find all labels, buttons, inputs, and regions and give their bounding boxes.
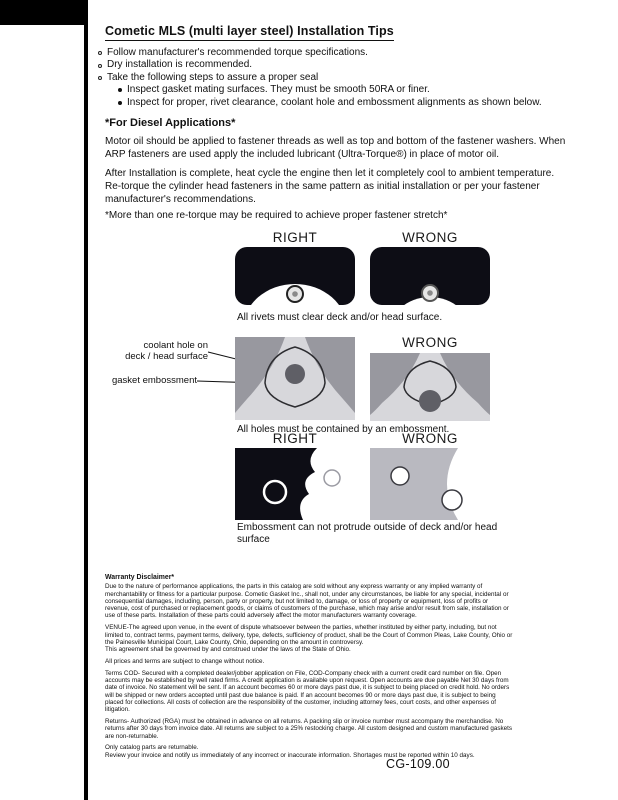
coolant-hole-icon xyxy=(419,390,441,412)
warranty-prices-line: All prices and terms are subject to change without notice. xyxy=(105,657,265,665)
filled-bullet-icon xyxy=(118,101,122,105)
row2-caption: All holes must be contained by an embossment. xyxy=(237,424,450,435)
tip-item xyxy=(98,72,542,84)
coolant-hole-icon xyxy=(285,364,305,384)
rivet-center-icon xyxy=(427,290,433,296)
left-margin-rule xyxy=(84,0,88,800)
right-header-row3: RIGHT xyxy=(272,431,318,446)
warranty-terms-paragraph: Terms COD- Secured with a completed dealer/jobber application on File, COD-Company check with a current credit card number on file. Open accounts may be established by well rated firms. A credit application is available upon request. Open accounts are due payable Net 30 days from date of invoice. No statement will be sent. If an account becomes 60 or more days past due, it is subject to being placed on credit hold. No orders will be shipped or new orders accepted until past due balance is paid. If an account becomes 90 or more days past due, it is subject to being placed for collections. All costs of collection are the responsibility of the customer, including attorney fees, court costs, and other expenses of litigation. xyxy=(105,669,510,714)
tip-text: Follow manufacturer's recommended torque specifications. xyxy=(107,47,368,58)
wrong-header-row3: WRONG xyxy=(402,431,458,446)
gasket-embossment-label: gasket embossment xyxy=(111,375,197,386)
deck-edge-shape xyxy=(235,448,317,520)
coolant-hole-label-line2: deck / head surface xyxy=(125,350,208,362)
warranty-heading: Warranty Disclaimer* xyxy=(105,574,175,581)
deck-edge-shape xyxy=(370,448,458,520)
coolant-hole-label-line1: coolant hole on xyxy=(143,340,208,351)
tip-text: Inspect gasket mating surfaces. They must be smooth 50RA or finer. xyxy=(127,84,430,96)
diagram-protrusion-right xyxy=(235,448,355,520)
page-number: CG-109.00 xyxy=(386,757,450,771)
open-bullet-icon xyxy=(98,76,102,80)
wrong-header-row2: WRONG xyxy=(402,335,458,350)
filled-bullet-icon xyxy=(118,88,122,92)
diesel-applications-heading: *For Diesel Applications* xyxy=(105,117,236,129)
head-hole-icon xyxy=(324,470,340,486)
coolant-hole-label xyxy=(105,341,208,363)
tip-text: Take the following steps to assure a proper seal xyxy=(107,71,319,83)
contained-hole-icon xyxy=(391,467,409,485)
diagram-rivet-wrong xyxy=(370,247,490,309)
diagram-protrusion-wrong xyxy=(370,448,490,520)
tip-text: Dry installation is recommended. xyxy=(107,59,253,71)
protruding-embossment-icon xyxy=(442,490,462,510)
tip-text: Inspect for proper, rivet clearance, coolant hole and embossment alignments as shown below. xyxy=(127,96,542,108)
tip-item xyxy=(98,47,542,59)
corner-registration-mark xyxy=(0,0,88,25)
diagram-embossment-wrong xyxy=(370,353,490,421)
right-header-row1: RIGHT xyxy=(272,230,318,245)
tip-sub-item xyxy=(118,97,542,109)
warranty-liability-paragraph: Due to the nature of performance applications, the parts in this catalog are sold without any express warranty or any implied warranty of merchantability or fitness for a particular purpose. Cometic Gasket Inc., shall not, under any circumstances, be liable for any special, incidental or consequential damages, including, person, party or property, but not limited to, damage, or loss of property or equipment, loss of profits or revenue, cost of purchased or replacement goods, or claims of customers of the purchase, which may arise and/or result from sale, installation or use of these parts. Installation of these parts could adversely affect the motor manufacturers warranty coverage. xyxy=(105,583,509,620)
warranty-catalog-line2: Review your invoice and notify us immediately of any incorrect or inaccurate information. Shortages must be reported within 10 days. xyxy=(105,751,475,759)
warranty-returns-paragraph: Returns- Authorized (RGA) must be obtained in advance on all returns. A packing slip or invoice number must accompany the merchandise. No returns after 30 days from invoice date. All returns are subject to a 25% restocking charge. All custom designed and custom manufactured gaskets are non-returnable. xyxy=(105,718,513,740)
warranty-venue-paragraph: VENUE-The agreed upon venue, in the event of dispute whatsoever between the parties, whether instituted by either party, including, but not limited to, contract terms, payment terms, delivery, type, defects, sufficiency of product, shall be the Court of Common Pleas, Lake County, Ohio or the Painesville Municipal Court, Lake County, Ohio, depending on the amount in controversy. xyxy=(105,624,513,646)
diagram-embossment-right xyxy=(235,337,355,420)
tip-item xyxy=(98,59,542,71)
retorque-note: *More than one re-torque may be required to achieve proper fastener stretch* xyxy=(105,210,448,221)
open-bullet-icon xyxy=(98,51,102,55)
open-bullet-icon xyxy=(98,64,102,68)
page-title: Cometic MLS (multi layer steel) Installation Tips xyxy=(105,24,394,41)
warranty-disclaimer-section xyxy=(105,574,513,764)
diesel-paragraph-2: After Installation is complete, heat cycle the engine then let it completely cool to ambient temperature. Re-torque the cylinder head fasteners in the same pattern as initial installation or per your fastener manufacturer's recommendations. xyxy=(105,168,555,205)
row3-caption: Embossment can not protrude outside of deck and/or head surface xyxy=(237,522,498,546)
warranty-venue-law-line: This agreement shall be governed by and construed under the laws of the State of Ohio. xyxy=(105,646,351,654)
installation-tips-list xyxy=(98,47,542,109)
diagram-rivet-right xyxy=(235,247,355,309)
warranty-catalog-line1: Only catalog parts are returnable. xyxy=(105,744,199,752)
rivet-center-icon xyxy=(292,291,298,297)
wrong-header-row1: WRONG xyxy=(402,230,458,245)
diesel-paragraph-1: Motor oil should be applied to fastener threads as well as top and bottom of the fastener washers. When ARP fasteners are used apply the included lubricant (Ultra-Torque®) in place of motor oil. xyxy=(105,136,566,160)
row1-caption: All rivets must clear deck and/or head surface. xyxy=(237,312,443,323)
tip-sub-item xyxy=(118,84,542,96)
